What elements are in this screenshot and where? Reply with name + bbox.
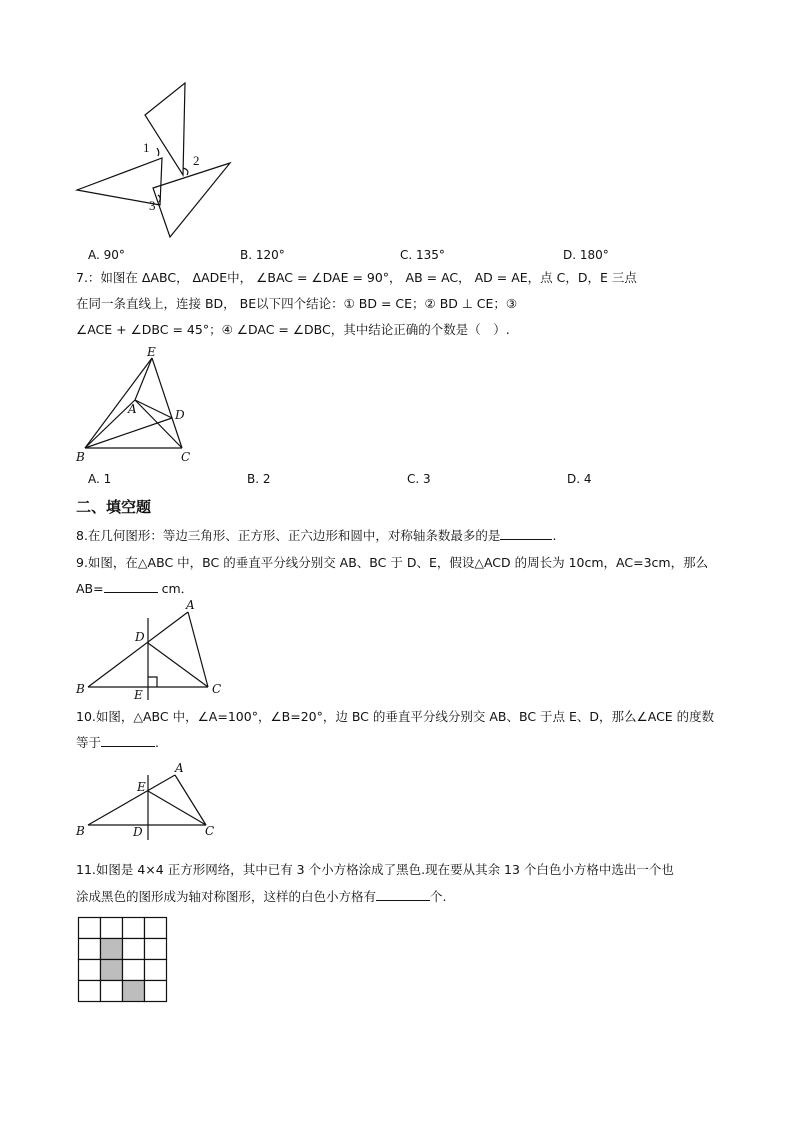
q7-text-line2: 在同一条直线上，连接 BD， BE以下四个结论：① BD = CE；② BD ⊥ CE；③ [76,296,518,311]
q10-label-e: E [137,780,146,794]
q8-answer-blank[interactable] [500,525,552,540]
q9-text-line2: AB= cm． [76,577,193,601]
q10-label-d: D [133,825,143,839]
grid-cell [101,918,123,939]
q6-option-a: A. 90° [88,248,125,262]
q6-angle-arc-3 [158,195,160,202]
q6-top-triangle [145,83,185,175]
q10-label-c: C [205,824,215,838]
q7-option-b: B. 2 [247,472,271,486]
q9-answer-blank[interactable] [104,578,158,593]
grid-cell-filled [123,981,145,1002]
q6-option-b: B. 120° [240,248,285,262]
grid-cell [145,939,167,960]
grid-cell [79,939,101,960]
q10-text-line1: 10.如图，△ABC 中，∠A=100°，∠B=20°，边 BC 的垂直平分线分别交 AB、BC 于点 E、D，那么∠ACE 的度数 [76,709,715,724]
grid-cell [145,981,167,1002]
q9-label-d: D [135,630,145,644]
q10-label-b: B [76,824,85,838]
grid-cell [101,981,123,1002]
q11-answer-blank[interactable] [376,886,430,901]
section-title: 二、填空题 [76,498,152,516]
q7-label-d: D [175,408,185,422]
q9-label-e: E [134,688,143,702]
q7-label-c: C [181,450,191,464]
q6-angle-arc-1 [157,148,159,156]
grid-cell [79,981,101,1002]
q7-option-d: D. 4 [567,472,592,486]
q6-option-d: D. 180° [563,248,609,262]
grid-cell [123,939,145,960]
q10-text-line2: 等于 . [76,731,159,755]
grid-cell-filled [101,960,123,981]
q9-label-c: C [212,682,222,696]
q7-label-e: E [147,345,156,359]
q9-label-a: A [186,598,195,612]
q6-left-triangle [77,158,162,205]
q6-angle-arc-2 [183,168,188,175]
grid-cell [79,960,101,981]
q7-text-line1: 7.：如图在 ΔABC， ΔADE中， ∠BAC = ∠DAE = 90°， AB = AC， AD = AE，点 C，D，E 三点 [76,270,637,285]
q9-label-b: B [76,682,85,696]
q6-option-c: C. 135° [400,248,445,262]
q7-option-a: A. 1 [88,472,112,486]
q7-option-c: C. 3 [407,472,431,486]
q10-label-a: A [175,761,184,775]
q8-text: 8.在几何图形：等边三角形、正方形、正六边形和圆中，对称轴条数最多的是 . [76,524,556,548]
q6-label-1: 1 [143,140,150,155]
q11-text-line2: 涂成黑色的图形成为轴对称图形，这样的白色小方格有 个. [76,885,447,909]
q7-label-a: A [128,402,137,416]
grid-cell [123,960,145,981]
q11-grid [78,917,168,1003]
q6-right-triangle [153,163,230,237]
q6-label-3: 3 [149,198,156,213]
q10-answer-blank[interactable] [101,732,155,747]
grid-cell-filled [101,939,123,960]
q9-text-line1: 9.如图，在△ABC 中，BC 的垂直平分线分别交 AB、BC 于 D、E，假设△ACD 的周长为 10cm，AC=3cm，那么 [76,555,709,570]
q7-text-line3: ∠ACE + ∠DBC = 45°；④ ∠DAC = ∠DBC，其中结论正确的个数是（ ）. [76,322,510,337]
grid-cell [145,960,167,981]
grid-cell [123,918,145,939]
grid-cell [79,918,101,939]
q11-text-line1: 11.如图是 4×4 正方形网络，其中已有 3 个小方格涂成了黑色.现在要从其余 13 个白色小方格中选出一个也 [76,862,674,877]
grid-cell [145,918,167,939]
q7-label-b: B [76,450,85,464]
q6-label-2: 2 [193,153,200,168]
